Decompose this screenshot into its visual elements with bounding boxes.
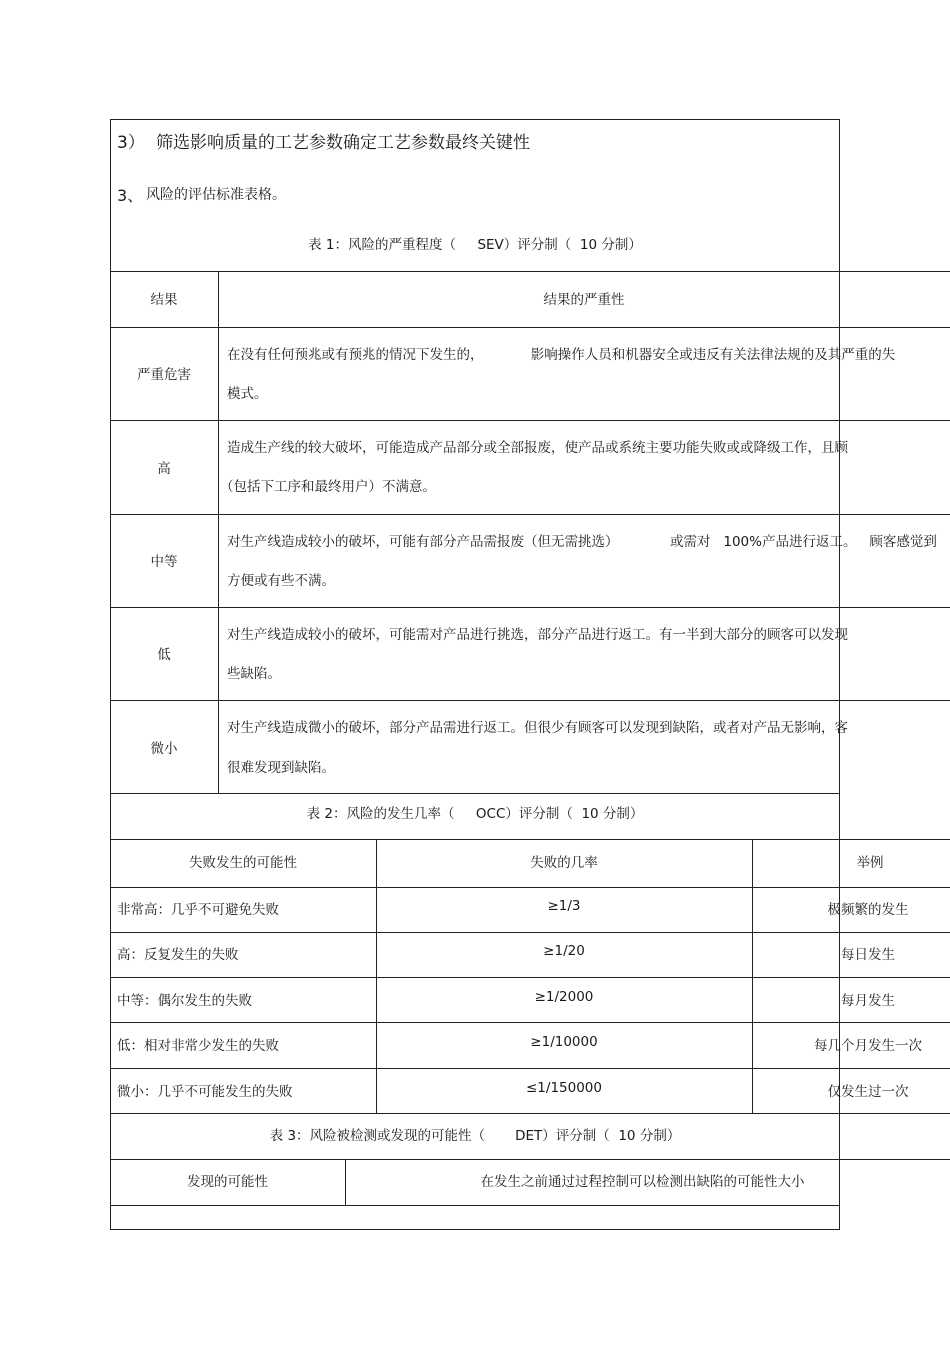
- table2-cell-possibility: 高：反复发生的失败: [117, 947, 239, 963]
- table2-cell-example: 每几个月发生一次: [814, 1038, 922, 1054]
- table1-row-desc: 对生产线造成较小的破坏，可能需对产品进行挑选，部分产品进行返工。有一半到大部分的顾客可以发现: [227, 627, 848, 643]
- table3-caption: 表 3：风险被检测或发现的可能性（ DET）评分制（ 10 分制）: [269, 1128, 681, 1144]
- table1-caption: 表 1：风险的严重程度（ SEV）评分制（ 10 分制）: [308, 237, 642, 253]
- table2-cell-rate: ≤1/150000: [526, 1080, 602, 1096]
- table1-row-desc-cont: 模式。: [227, 386, 268, 402]
- table1-row-desc: 对生产线造成微小的破坏，部分产品需进行返工。但很少有顾客可以发现到缺陷，或者对产品无影响，客: [227, 720, 848, 736]
- table2-cell-rate: ≥1/3: [547, 898, 581, 914]
- table1-row-desc-cont: 很难发现到缺陷。: [227, 760, 335, 776]
- table2-cell-rate: ≥1/20: [543, 943, 585, 959]
- table1-row-desc-cont: 方便或有些不满。: [227, 573, 335, 589]
- table2-cell-possibility: 非常高：几乎不可避免失败: [117, 902, 279, 918]
- table1-row-desc-cont: 些缺陷。: [227, 666, 281, 682]
- table2-header-possibility: 失败发生的可能性: [189, 855, 297, 871]
- subsection-number: 3、: [117, 186, 144, 205]
- table1-header-result: 结果: [150, 292, 178, 308]
- table2-cell-example: 极频繁的发生: [827, 902, 909, 918]
- table1-row-label: 微小: [150, 741, 178, 757]
- table1-row-desc: 造成生产线的较大破坏，可能造成产品部分或全部报废，使产品或系统主要功能失败或或降级工作，且顾: [227, 440, 848, 456]
- table2-cell-example: 每日发生: [841, 947, 895, 963]
- document-frame: [110, 119, 840, 1230]
- table2-cell-rate: ≥1/2000: [534, 989, 594, 1005]
- table3-header-detection: 发现的可能性: [187, 1174, 268, 1190]
- table2-header-rate: 失败的几率: [530, 855, 598, 871]
- table1-row-desc: 对生产线造成较小的破坏，可能有部分产品需报废（但无需挑选） 或需对 100%产品进行返工。 顾客感觉到: [227, 534, 937, 550]
- table2-cell-example: 每月发生: [841, 993, 895, 1009]
- table1-row-desc: 在没有任何预兆或有预兆的情况下发生的， 影响操作人员和机器安全或违反有关法律法规的及其严重的失: [227, 347, 896, 363]
- table1-header-severity: 结果的严重性: [543, 292, 625, 308]
- section-number: 3）: [117, 133, 145, 153]
- table2-cell-possibility: 微小：几乎不可能发生的失败: [117, 1084, 293, 1100]
- table1-row-label: 中等: [150, 554, 178, 570]
- subsection-heading: 风险的评估标准表格。: [146, 187, 286, 203]
- table2-header-example: 举例: [856, 855, 884, 871]
- table3-header-likelihood: 在发生之前通过过程控制可以检测出缺陷的可能性大小: [480, 1174, 805, 1190]
- table1-row-desc-cont: （包括下工序和最终用户）不满意。: [220, 479, 436, 495]
- table2-cell-possibility: 低：相对非常少发生的失败: [117, 1038, 279, 1054]
- table1-row-label: 低: [157, 647, 171, 663]
- table2-caption: 表 2：风险的发生几率（ OCC）评分制（ 10 分制）: [306, 806, 644, 822]
- table2-cell-rate: ≥1/10000: [530, 1034, 598, 1050]
- table1-row-label: 高: [157, 461, 171, 477]
- table2-cell-possibility: 中等：偶尔发生的失败: [117, 993, 252, 1009]
- table2-cell-example: 仅发生过一次: [827, 1084, 909, 1100]
- table1-row-label: 严重危害: [137, 367, 191, 383]
- section-heading: 筛选影响质量的工艺参数确定工艺参数最终关键性: [156, 133, 530, 153]
